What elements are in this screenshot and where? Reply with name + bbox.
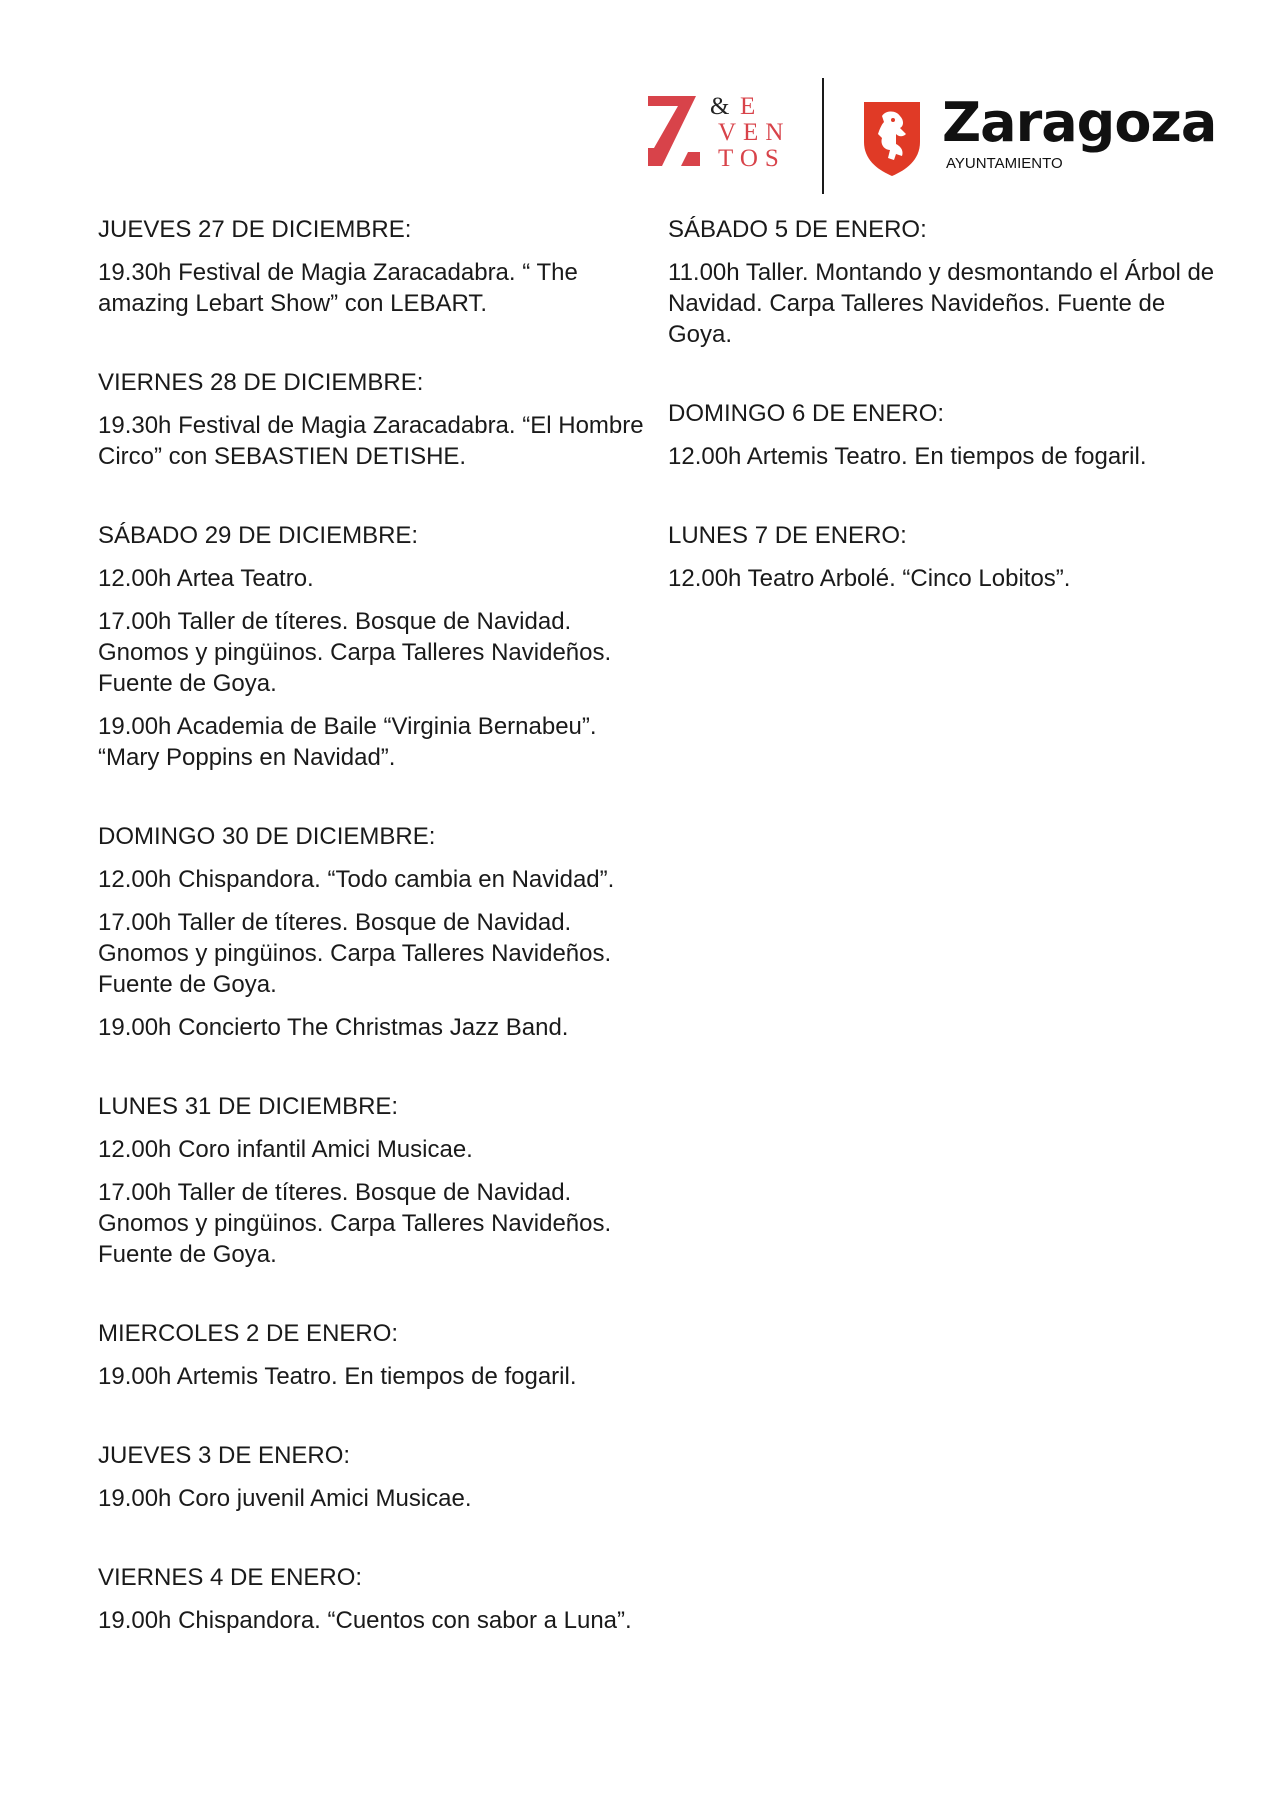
day-block [98,367,658,472]
lion-shield-icon [860,98,924,178]
day-title: MIERCOLES 2 DE ENERO: [98,1320,399,1347]
day-title: JUEVES 27 DE DICIEMBRE: [98,216,412,243]
day-title: SÁBADO 29 DE DICIEMBRE: [98,522,419,549]
day-block [98,214,658,319]
event-item: 12.00h Artea Teatro. [98,565,314,592]
day-block [98,1440,658,1514]
day-block [98,821,658,1043]
event-item: 19.00h Artemis Teatro. En tiempos de fogaril. [98,1363,577,1390]
day-block [98,1318,658,1392]
event-item: 17.00h Taller de títeres. Bosque de Navidad. Gnomos y pingüinos. Carpa Talleres Navideños. Fuente de Goya. [98,608,612,697]
event-item: 19.00h Coro juvenil Amici Musicae. [98,1485,472,1512]
day-block [668,214,1228,350]
day-title: VIERNES 28 DE DICIEMBRE: [98,369,424,396]
day-block [98,1562,658,1636]
schedule-right-column [668,214,1228,642]
logo-row-1: E [740,93,763,120]
day-block [98,520,658,773]
day-title: SÁBADO 5 DE ENERO: [668,216,927,243]
event-item: 12.00h Chispandora. “Todo cambia en Navidad”. [98,866,615,893]
day-block [668,520,1228,594]
day-title: DOMINGO 6 DE ENERO: [668,400,945,427]
event-item: 19.00h Academia de Baile “Virginia Bernabeu”. “Mary Poppins en Navidad”. [98,713,597,771]
ayuntamiento-label: AYUNTAMIENTO [946,155,1063,172]
zaragoza-wordmark: Zaragoza [942,91,1217,154]
day-block [668,398,1228,472]
event-item: 12.00h Teatro Arbolé. “Cinco Lobitos”. [668,565,1071,592]
schedule-left-column [98,214,658,1684]
logo-row-3: TOS [718,145,786,172]
z-mark-icon [648,96,710,170]
event-item: 17.00h Taller de títeres. Bosque de Navidad. Gnomos y pingüinos. Carpa Talleres Navideños. Fuente de Goya. [98,1179,612,1268]
logo-divider [822,78,824,194]
day-title: VIERNES 4 DE ENERO: [98,1564,363,1591]
ampersand-text: & [710,93,730,120]
day-title: LUNES 7 DE ENERO: [668,522,907,549]
event-item: 11.00h Taller. Montando y desmontando el Árbol de Navidad. Carpa Talleres Navideños. Fuente de Goya. [668,259,1215,348]
zeventos-logo [648,92,791,172]
day-block [98,1091,658,1270]
event-item: 19.30h Festival de Magia Zaracadabra. “El Hombre Circo” con SEBASTIEN DETISHE. [98,412,644,470]
event-item: 19.30h Festival de Magia Zaracadabra. “ The amazing Lebart Show” con LEBART. [98,259,578,317]
event-item: 12.00h Artemis Teatro. En tiempos de fogaril. [668,443,1147,470]
event-item: 19.00h Chispandora. “Cuentos con sabor a Luna”. [98,1607,632,1634]
zaragoza-logo [860,91,1217,186]
event-item: 17.00h Taller de títeres. Bosque de Navidad. Gnomos y pingüinos. Carpa Talleres Navideños. Fuente de Goya. [98,909,612,998]
page-header [0,0,1280,200]
day-title: DOMINGO 30 DE DICIEMBRE: [98,823,436,850]
event-item: 12.00h Coro infantil Amici Musicae. [98,1136,473,1163]
logo-row-2: VEN [718,119,791,146]
day-title: LUNES 31 DE DICIEMBRE: [98,1093,399,1120]
event-item: 19.00h Concierto The Christmas Jazz Band. [98,1014,569,1041]
day-title: JUEVES 3 DE ENERO: [98,1442,351,1469]
